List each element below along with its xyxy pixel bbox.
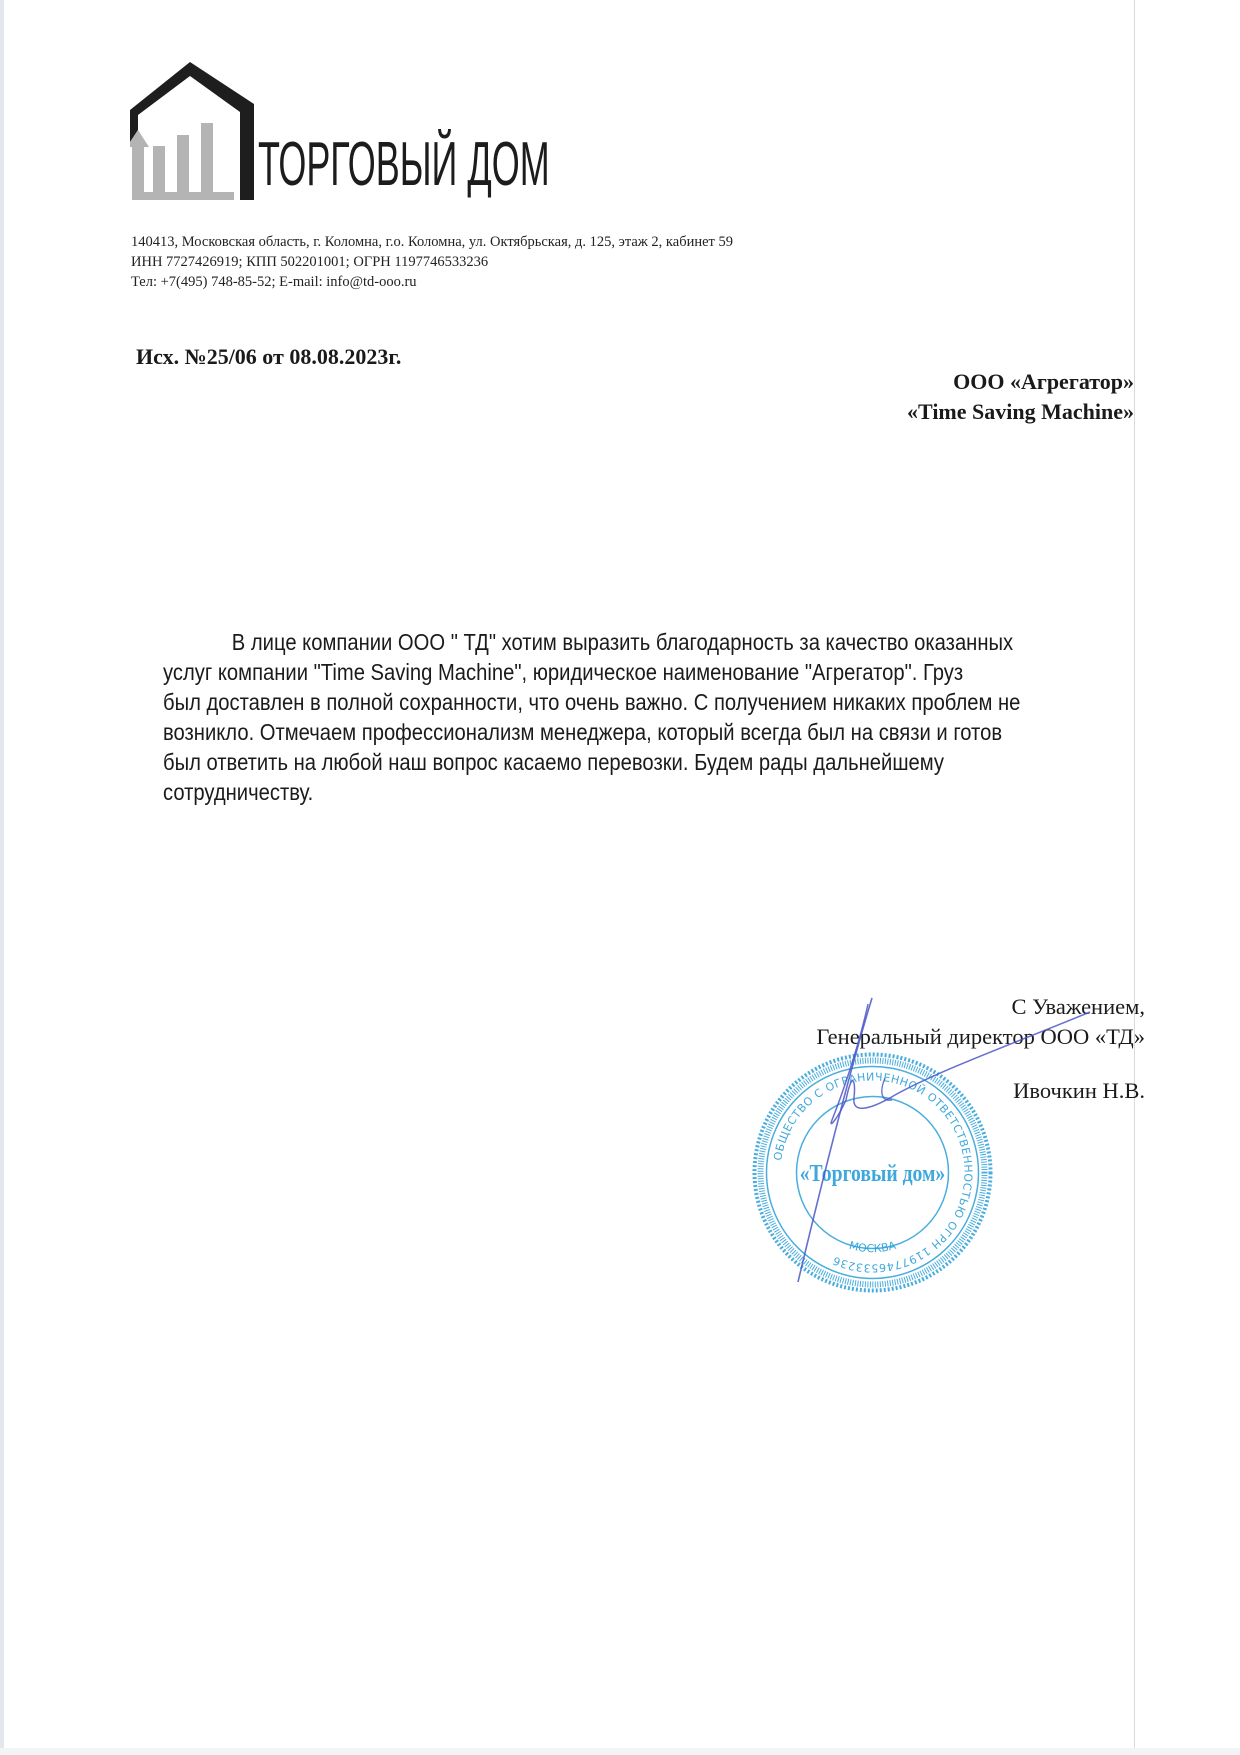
signer-name: Ивочкин Н.В. [1013, 1078, 1145, 1103]
stamp-city-text: МОСКВА [847, 1238, 898, 1256]
addressee [907, 367, 1134, 427]
house-chart-icon [130, 62, 260, 204]
body-line: сотрудничеству. [163, 779, 314, 805]
logo-text: ТОРГОВЫЙ ДОМ [258, 130, 550, 199]
body-line: услуг компании "Time Saving Machine", юридическое наименование "Агрегатор". Груз [163, 659, 964, 685]
letter-body [163, 627, 1143, 807]
scan-bottom-edge [0, 1748, 1240, 1755]
closing-phrase: С Уважением, [1011, 994, 1145, 1019]
company-address: 140413, Московская область, г. Коломна, г.о. Коломна, ул. Октябрьская, д. 125, этаж 2, кабинет 59 [131, 234, 733, 250]
body-line: был доставлен в полной сохранности, что очень важно. С получением никаких проблем не [163, 689, 1021, 715]
addressee-brand: «Time Saving Machine» [907, 399, 1134, 424]
letterhead-contacts [131, 232, 733, 292]
body-line: В лице компании ООО " ТД" хотим выразить благодарность за качество оказанных [231, 629, 1014, 655]
signer-position: Генеральный директор ООО «ТД» [816, 1024, 1145, 1049]
company-logo [130, 62, 550, 204]
body-line: возникло. Отмечаем профессионализм менеджера, который всегда был на связи и готов [163, 719, 1003, 745]
stamp-center-text: «Торговый дом» [799, 1159, 946, 1187]
stamp-ring-text: ОБЩЕСТВО С ОГРАНИЧЕННОЙ ОТВЕТСТВЕННОСТЬЮ ОГРН 1197746533236 [771, 1070, 975, 1275]
addressee-company: ООО «Агрегатор» [953, 369, 1134, 394]
company-registration: ИНН 7727426919; КПП 502201001; ОГРН 1197746533236 [131, 254, 489, 270]
scan-left-edge [0, 0, 4, 1755]
handwritten-signature [780, 990, 1110, 1290]
body-line: был ответить на любой наш вопрос касаемо перевозки. Будем рады дальнейшему [163, 749, 945, 775]
scan-fold-line [1134, 0, 1135, 1755]
company-contacts: Тел: +7(495) 748-85-52; E-mail: info@td-ooo.ru [131, 274, 417, 290]
outgoing-reference: Исх. №25/06 от 08.08.2023г. [136, 344, 402, 369]
